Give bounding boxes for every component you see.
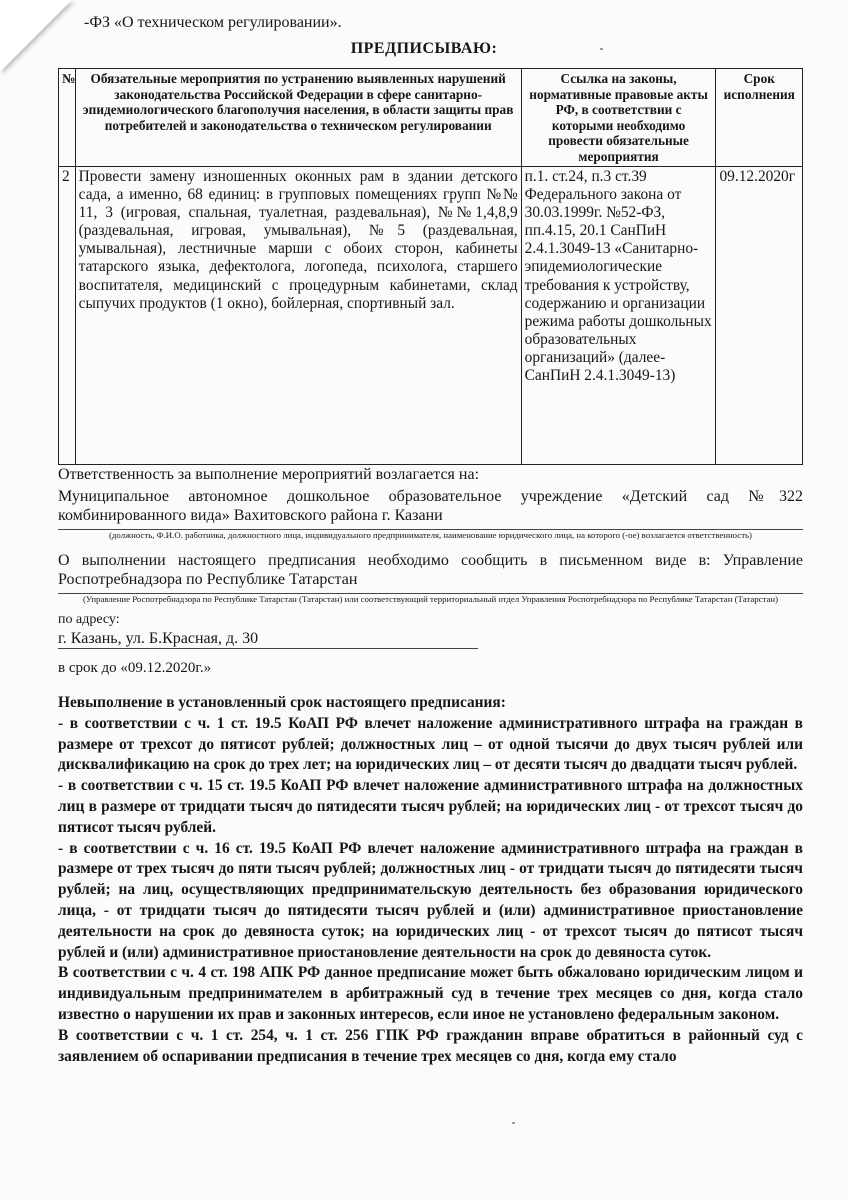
address: г. Казань, ул. Б.Красная, д. 30 — [58, 630, 259, 647]
row-deadline: 09.12.2020г — [716, 167, 803, 465]
responsibility-intro: Ответственность за выполнение мероприятий возлагается на: — [58, 466, 480, 483]
appeal-district-court: В соответствии с ч. 1 ст. 254, ч. 1 ст. 256 ГПК РФ гражданин вправе обратиться в районный суд с заявлением об оспаривании предписания в течение трех месяцев со дня, когда ему стало — [58, 1026, 803, 1065]
measures-table — [58, 68, 803, 465]
col-header-law: Ссылка на законы, нормативные правовые акты РФ, в соответствии с которыми необходимо провести обязательные мероприятия — [521, 69, 716, 167]
table-header-row — [59, 69, 803, 167]
consequence-item: - в соответствии с ч. 16 ст. 19.5 КоАП РФ влечет наложение административного штрафа на граждан в размере от трех тысяч до пяти тысяч рублей; должностных лиц - от тридцати тысяч до пятидесяти тысяч рублей; на лиц, осуществляющих предпринимательскую деятельность без образования юридического лица, - от тридцати тысяч до пятидесяти тысяч рублей и (или) административное приостановление деятельности на срок до девяноста суток; на юридических лиц - от трехсот тысяч до пятисот тысяч рублей и (или) административное приостановление деятельности на срок до девяноста суток. — [58, 839, 803, 961]
row-measure: Провести замену изношенных оконных рам в здании детского сада, а именно, 68 единиц: в групповых помещениях групп №№ 11, 3 (игровая, спальная, туалетная, раздевальная), №№1,4,8,9 (раздевальная, игровая, умывальная), №5 (раздевальная, умывальная), лестничные марши с обоих сторон, кабинеты татарского языка, дефектолога, логопеда, психолога, старшего воспитателя, медицинский с процедурным кабинетами, склад сыпучих продуктов (1 окно), бойлерная, спортивный зал. — [75, 167, 521, 465]
appeal-arbitration: В соответствии с ч. 4 ст. 198 АПК РФ данное предписание может быть обжаловано юридическим лицом и индивидуальным предпринимателем в арбитражный суд в течение трех месяцев со дня, когда стало известно о нарушении их прав и законных интересов, если иное не установлено федеральным законом. — [58, 964, 803, 1023]
consequences-title: Невыполнение в установленный срок настоящего предписания: — [58, 694, 506, 711]
report-text: О выполнении настоящего предписания необходимо сообщить в письменном виде в: Управление Роспотребнадзора по Республике Татарстан — [58, 552, 803, 588]
col-header-number: № — [59, 69, 76, 167]
consequence-item: - в соответствии с ч. 15 ст. 19.5 КоАП РФ влечет наложение административного штрафа на должностных лиц в размере от тридцати тысяч до пятидесяти тысяч рублей; на юридических лиц - от трехсот тысяч до пятисот тысяч рублей. — [58, 777, 803, 836]
page-heading: ПРЕДПИСЫВАЮ: — [350, 40, 498, 57]
header-fragment: -ФЗ «О техническом регулировании». — [84, 14, 342, 31]
row-number: 2 — [59, 167, 76, 465]
report-caption: (Управление Роспотребнадзора по Республике Татарстан (Татарстан) или соответствующий территориальный отдел Управления Роспотребнадзора по Республике Татарстан (Татарстан) — [58, 593, 803, 604]
address-underline — [58, 648, 478, 649]
responsibility-section — [58, 465, 803, 540]
report-deadline: в срок до «09.12.2020г.» — [58, 660, 212, 676]
scan-speck — [512, 1122, 515, 1124]
address-label: по адресу: — [58, 612, 120, 627]
responsibility-caption: (должность, Ф.И.О. работника, должностного лица, индивидуального предпринимателя, наименование юридического лица, на которого (-ое) возлагается ответственность) — [58, 529, 803, 540]
page-corner-fold — [0, 0, 72, 72]
row-law-reference: п.1. ст.24, п.3 ст.39 Федерального закона от 30.03.1999г. №52-ФЗ, пп.4.15, 20.1 СанПиН 2.4.1.3049-13 «Санитарно-эпидемиологические требования к устройству, содержанию и организации режима работы дошкольных образовательных организаций» (далее-СанПиН 2.4.1.3049-13) — [521, 167, 716, 465]
report-section — [58, 551, 803, 678]
responsible-entity: Муниципальное автономное дошкольное образовательное учреждение «Детский сад №322 комбинированного вида» Вахитовского района г. Казани — [58, 488, 803, 524]
col-header-measures: Обязательные мероприятия по устранению выявленных нарушений законодательства Российской Федерации в сфере санитарно-эпидемиологического благополучия населения, в области защиты прав потребителей и законодательства о техническом регулировании — [75, 69, 521, 167]
col-header-deadline: Срок исполнения — [716, 69, 803, 167]
consequences-section — [58, 693, 803, 1067]
table-row — [59, 167, 803, 465]
consequence-item: - в соответствии с ч. 1 ст. 19.5 КоАП РФ влечет наложение административного штрафа на граждан в размере от трехсот до пятисот рублей; должностных лиц – от одной тысячи до двух тысяч рублей или дисквалификацию на срок до трех лет; на юридических лиц – от десяти тысяч до двадцати тысяч рублей. — [58, 714, 803, 774]
